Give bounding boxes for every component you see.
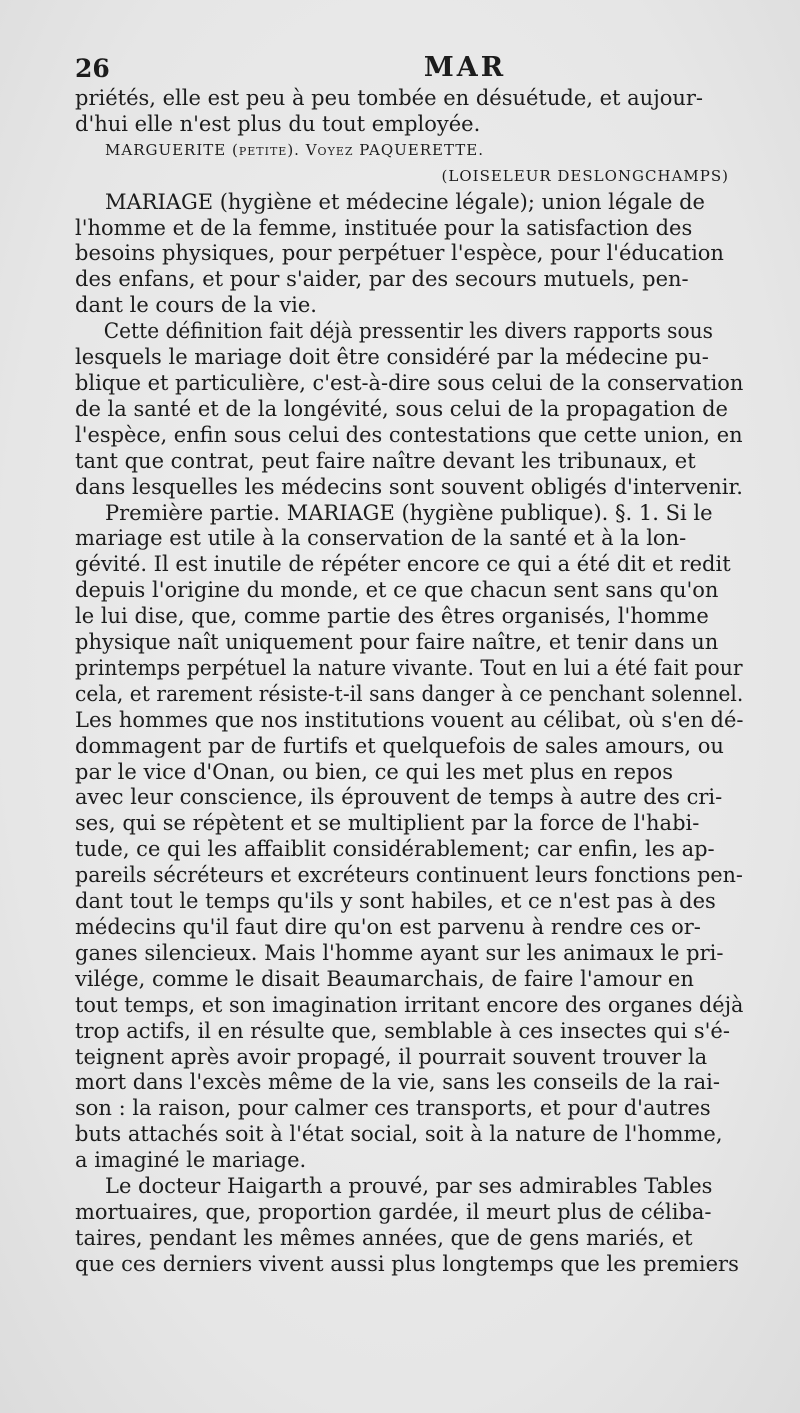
text-line: priétés, elle est peu à peu tombée en désuétude, et aujour- (75, 86, 704, 110)
text-line: Cette définition fait déjà pressentir les divers rapports sous (103, 319, 713, 344)
text-line: son : la raison, pour calmer ces transports, et pour d'autres (75, 1096, 711, 1121)
text-line: l'homme et de la femme, instituée pour la satisfaction des (75, 215, 693, 240)
text-line: de la santé et de la longévité, sous celui de la propagation de (75, 396, 728, 421)
author-signature: (LOISELEUR DESLONGCHAMPS) (441, 166, 729, 185)
text-line: depuis l'origine du monde, et ce que chacun sent sans qu'on (75, 578, 719, 603)
text-line: a imaginé le mariage. (75, 1148, 307, 1173)
text-line: vilége, comme le disait Beaumarchais, de faire l'amour en (75, 966, 694, 991)
text-line: ses, qui se répètent et se multiplient par la force de l'habi- (75, 811, 700, 836)
page-number: 26 (75, 54, 110, 83)
page-header (75, 52, 740, 88)
text-line: d'hui elle n'est plus du tout employée. (75, 111, 481, 136)
text-line: mortuaires, que, proportion gardée, il meurt plus de céliba- (75, 1199, 712, 1224)
text-line: gévité. Il est inutile de répéter encore ce qui a été dit et redit (75, 552, 731, 577)
text-line: dans lesquelles les médecins sont souvent obligés d'intervenir. (75, 474, 743, 499)
text-line: lesquels le mariage doit être considéré par la médecine pu- (75, 345, 709, 370)
entry-marguerite: MARGUERITE (petite). Voyez PAQUERETTE. (105, 140, 484, 159)
text-line: dant tout le temps qu'ils y sont habiles, et ce n'est pas à des (75, 889, 716, 914)
text-line: tout temps, et son imagination irritant encore des organes déjà (75, 992, 744, 1017)
text-line: Le docteur Haigarth a prouvé, par ses admirables Tables (105, 1174, 713, 1199)
text-line: tant que contrat, peut faire naître devant les tribunaux, et (75, 448, 696, 473)
text-line: par le vice d'Onan, ou bien, ce qui les met plus en repos (75, 759, 673, 784)
text-line: avec leur conscience, ils éprouvent de temps à autre des cri- (75, 785, 723, 810)
text-line: blique et particulière, c'est-à-dire sous celui de la conservation (75, 370, 744, 395)
text-line: des enfans, et pour s'aider, par des secours mutuels, pen- (75, 267, 689, 292)
text-line: que ces derniers vivent aussi plus longtemps que les premiers (75, 1251, 739, 1276)
text-line: dant le cours de la vie. (75, 293, 317, 318)
text-line: mort dans l'excès même de la vie, sans les conseils de la rai- (75, 1070, 720, 1095)
text-line: mariage est utile à la conservation de la santé et à la lon- (75, 526, 687, 551)
body-text (75, 86, 743, 1278)
text-line: dommagent par de furtifs et quelquefois de sales amours, ou (75, 733, 724, 758)
running-head: MAR (423, 52, 507, 83)
text-line: tude, ce qui les affaiblit considérablement; car enfin, les ap- (75, 837, 715, 862)
text-line: Les hommes que nos institutions vouent au célibat, où s'en dé- (75, 707, 744, 732)
text-line: physique naît uniquement pour faire naître, et tenir dans un (75, 630, 719, 655)
text-line: teignent après avoir propagé, il pourrait souvent trouver la (75, 1044, 708, 1069)
text-line: printemps perpétuel la nature vivante. Tout en lui a été fait pour (75, 655, 743, 680)
text-line: médecins qu'il faut dire qu'on est parvenu à rendre ces or- (75, 915, 701, 939)
section-heading: Première partie. MARIAGE (hygiène publique). §. 1. Si le (105, 500, 713, 525)
text-line: le lui dise, que, comme partie des êtres organisés, l'homme (75, 604, 709, 629)
text-line: besoins physiques, pour perpétuer l'espèce, pour l'éducation (75, 241, 724, 266)
text-line: buts attachés soit à l'état social, soit à la nature de l'homme, (75, 1122, 723, 1147)
text-line: l'espèce, enfin sous celui des contestations que cette union, en (75, 422, 743, 447)
text-line: cela, et rarement résiste-t-il sans danger à ce penchant solennel. (75, 681, 744, 706)
entry-mariage: MARIAGE (hygiène et médecine légale); union légale de (105, 189, 705, 214)
text-line: ganes silencieux. Mais l'homme ayant sur les animaux le pri- (75, 940, 724, 965)
text-line: taires, pendant les mêmes années, que de gens mariés, et (75, 1225, 693, 1250)
text-line: trop actifs, il en résulte que, semblable à ces insectes qui s'é- (75, 1018, 730, 1043)
text-line: pareils sécréteurs et excréteurs continuent leurs fonctions pen- (75, 863, 743, 888)
